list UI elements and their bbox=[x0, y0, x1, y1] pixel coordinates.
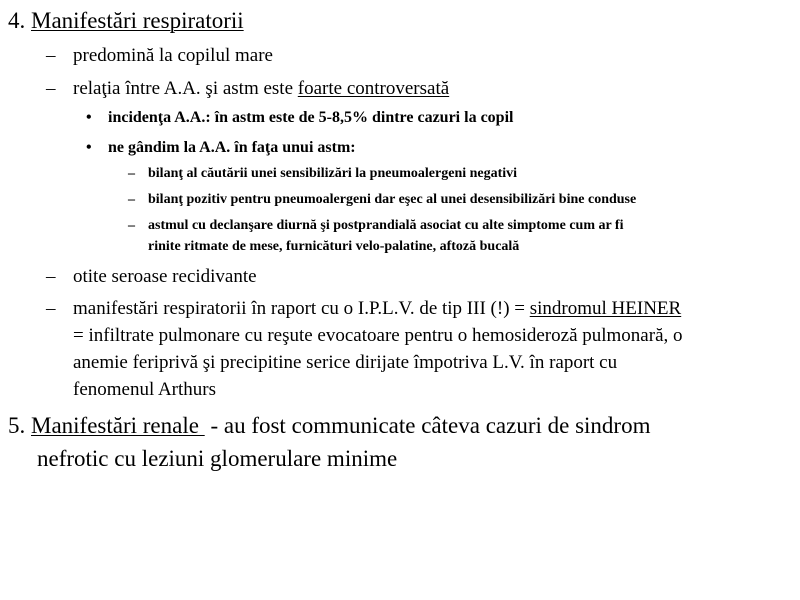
section-5-number: 5. bbox=[8, 413, 26, 438]
sub-sub-item-3-line1: astmul cu declanşare diurnă şi postprandială asociat cu alte simptome cum ar fi bbox=[148, 218, 624, 233]
sub-sub-item-3-line2: rinite ritmate de mese, furnicături velo-palatine, aftoză bucală bbox=[148, 239, 520, 254]
item-predomina: predomină la copilul mare bbox=[73, 45, 273, 66]
dash-bullet: – bbox=[46, 45, 56, 66]
item-manifestari-line1 bbox=[73, 298, 681, 320]
dash-bullet: – bbox=[46, 78, 56, 99]
dash-bullet: – bbox=[128, 218, 135, 233]
item-manifestari-line3: anemie feriprivă şi precipitine serice dirijate împotriva L.V. în raport cu bbox=[73, 352, 618, 373]
sub-item-incidenta: incidenţa A.A.: în astm este de 5-8,5% dintre cazuri la copil bbox=[108, 109, 514, 126]
dot-bullet: • bbox=[86, 109, 92, 126]
section-5-text: - au fost communicate câteva cazuri de sindrom bbox=[210, 413, 651, 438]
item-relatia bbox=[73, 78, 449, 100]
item-manifestari-heiner: sindromul HEINER bbox=[529, 298, 682, 319]
section-4-heading bbox=[8, 8, 244, 34]
section-5-title: Manifestări renale bbox=[31, 413, 205, 438]
dash-bullet: – bbox=[128, 192, 135, 207]
dot-bullet: • bbox=[86, 139, 92, 156]
item-relatia-emphasis: foarte controversată bbox=[297, 78, 450, 99]
item-manifestari-line4: fenomenul Arthurs bbox=[73, 379, 217, 400]
dash-bullet: – bbox=[46, 298, 56, 319]
item-manifestari-line2: = infiltrate pulmonare cu reşute evocatoare pentru o hemosideroză pulmonară, o bbox=[73, 325, 683, 346]
section-4-number: 4. bbox=[8, 8, 26, 33]
dash-bullet: – bbox=[128, 166, 135, 181]
item-manifestari-text: manifestări respiratorii în raport cu o I.P.L.V. de tip III (!) = bbox=[73, 298, 525, 319]
section-4-title: Manifestări respiratorii bbox=[31, 8, 244, 33]
item-relatia-text: relaţia între A.A. şi astm este bbox=[73, 78, 294, 99]
dash-bullet: – bbox=[46, 266, 56, 287]
sub-sub-item-2: bilanţ pozitiv pentru pneumoalergeni dar eşec al unei desensibilizări bine conduse bbox=[148, 192, 637, 207]
sub-sub-item-1: bilanţ al căutării unei sensibilizări la pneumoalergeni negativi bbox=[148, 166, 518, 181]
section-5-line2: nefrotic cu leziuni glomerulare minime bbox=[37, 446, 398, 471]
sub-item-ne-gandim: ne gândim la A.A. în faţa unui astm: bbox=[108, 139, 356, 156]
section-5-line1 bbox=[8, 413, 650, 439]
item-otite: otite seroase recidivante bbox=[73, 266, 257, 287]
